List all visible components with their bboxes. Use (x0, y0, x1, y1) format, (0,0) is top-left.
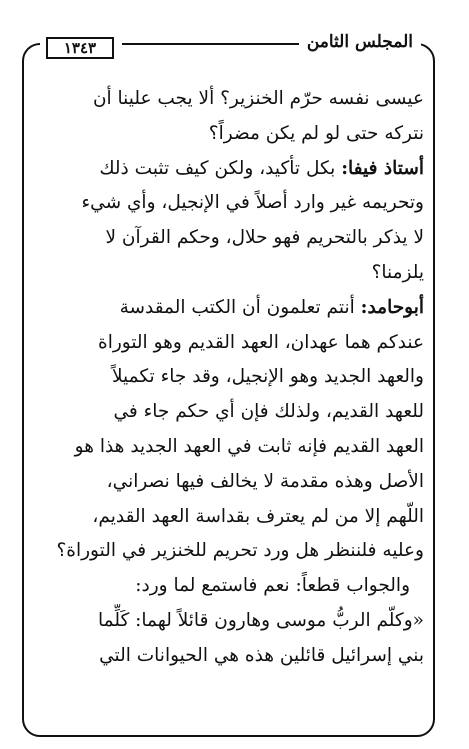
line-text: «وكلّم الربُّ موسى وهارون قائلاً لهما: كَلِّما (97, 609, 424, 631)
text-line (34, 500, 424, 535)
text-line (34, 395, 424, 430)
chapter-title: المجلس الثامن (299, 32, 421, 52)
line-text: اللّهم إلا من لم يعترف بقداسة العهد القديم، (92, 505, 424, 527)
text-line (34, 430, 424, 465)
text-line (34, 291, 424, 326)
line-text: يلزمنا؟ (371, 261, 424, 283)
text-line (34, 82, 424, 117)
line-text: العهد القديم فإنه ثابت في العهد الجديد هذا هو (74, 435, 424, 457)
text-line (34, 186, 424, 221)
text-line (34, 326, 424, 361)
line-text: عيسى نفسه حرّم الخنزير؟ ألا يجب علينا أن (92, 88, 424, 109)
line-text: للعهد القديم، ولذلك فإن أي حكم جاء في (113, 401, 424, 423)
page-body (34, 82, 424, 674)
line-text: الأصل وهذه مقدمة لا يخالف فيها نصراني، (106, 470, 424, 492)
text-line (34, 569, 424, 604)
line-text: وتحريمه غير وارد أصلاً في الإنجيل، وأي شيء (81, 192, 424, 214)
text-line (34, 152, 424, 187)
line-text: بني إسرائيل قائلين هذه هي الحيوانات التي (99, 644, 424, 666)
text-line (34, 117, 424, 152)
speaker-name: أستاذ فيفا: (341, 157, 424, 179)
line-text: لا يذكر بالتحريم فهو حلال، وحكم القرآن لا (105, 227, 424, 249)
line-text: نتركه حتى لو لم يكن مضراً؟ (208, 122, 424, 144)
text-line (34, 360, 424, 395)
page-number: ١٣٤٣ (46, 37, 114, 59)
text-line (34, 256, 424, 291)
text-line (34, 465, 424, 500)
line-text: وعليه فلننظر هل ورد تحريم للخنزير في التوراة؟ (56, 540, 424, 562)
line-text: والعهد الجديد وهو الإنجيل، وقد جاء تكميلاً (112, 366, 424, 388)
speaker-name: أبوحامد: (360, 296, 424, 318)
line-text: بكل تأكيد، ولكن كيف تثبت ذلك (99, 157, 342, 179)
text-line (34, 534, 424, 569)
text-line (34, 639, 424, 674)
line-text: عندكم هما عهدان، العهد القديم وهو التوراة (98, 331, 424, 353)
line-text: أنتم تعلمون أن الكتب المقدسة (119, 296, 361, 318)
text-line (34, 221, 424, 256)
line-text: والجواب قطعاً: نعم فاستمع لما ورد: (135, 575, 410, 597)
text-line (34, 604, 424, 639)
